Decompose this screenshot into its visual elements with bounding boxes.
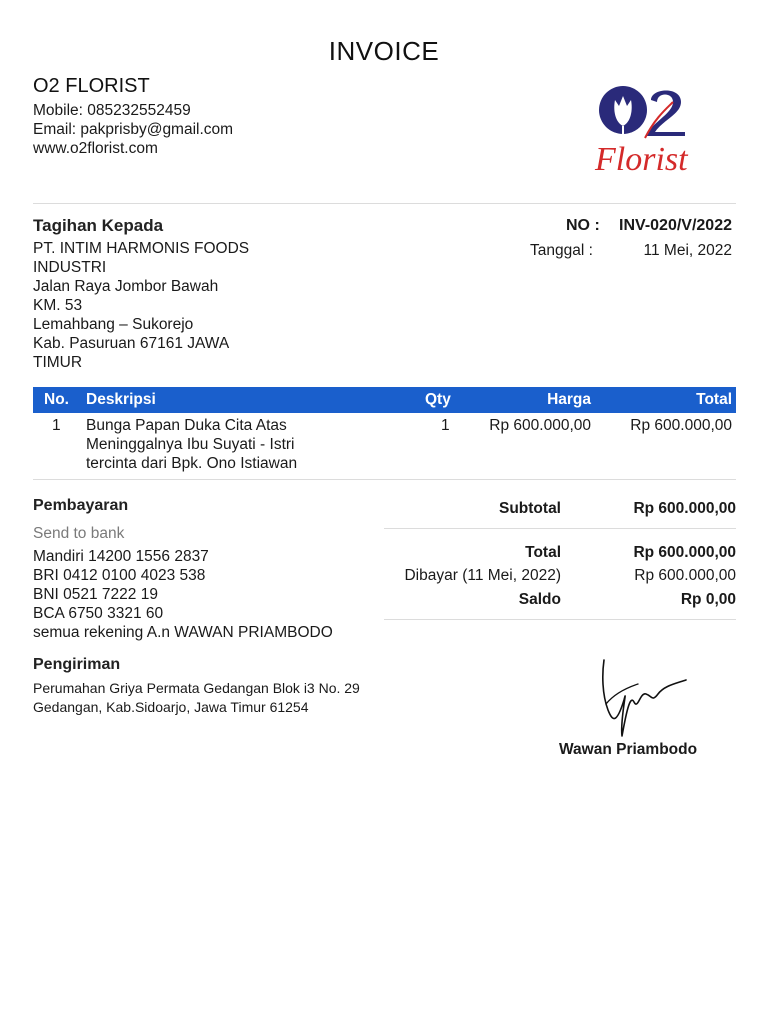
company-mobile: Mobile: 085232552459 — [33, 102, 191, 119]
bank-account-owner: semua rekening A.n WAWAN PRIAMBODO — [33, 624, 333, 641]
paid-label: Dibayar (11 Mei, 2022) — [404, 567, 561, 584]
invoice-date-label: Tanggal : — [530, 242, 593, 259]
shipping-address-line: Gedangan, Kab.Sidoarjo, Jawa Timur 61254 — [33, 699, 309, 715]
row-total: Rp 600.000,00 — [630, 417, 732, 434]
bank-account-line: Mandiri 14200 1556 2837 — [33, 548, 209, 565]
bill-to-heading: Tagihan Kepada — [33, 216, 164, 235]
balance-label: Saldo — [518, 591, 561, 608]
company-name: O2 FLORIST — [33, 75, 150, 97]
balance-value: Rp 0,00 — [680, 591, 736, 608]
divider — [384, 619, 736, 620]
bank-account-line: BNI 0521 7222 19 — [33, 586, 158, 603]
bill-to-line: TIMUR — [33, 354, 83, 371]
invoice-no-value: INV-020/V/2022 — [619, 217, 732, 234]
company-website: www.o2florist.com — [33, 140, 158, 157]
col-qty: Qty — [425, 391, 451, 408]
col-total: Total — [696, 391, 732, 408]
row-description-line: Meninggalnya Ibu Suyati - Istri — [86, 436, 295, 453]
divider — [384, 528, 736, 529]
signature-image — [590, 654, 700, 744]
items-table-header — [33, 387, 736, 413]
company-email: Email: pakprisby@gmail.com — [33, 121, 234, 138]
svg-text:Florist: Florist — [595, 141, 688, 178]
tulip-logo-icon — [585, 78, 715, 188]
invoice-date-value: 11 Mei, 2022 — [643, 242, 732, 259]
divider — [33, 203, 736, 204]
payment-heading: Pembayaran — [33, 497, 129, 514]
bill-to-line: Jalan Raya Jombor Bawah — [33, 278, 219, 295]
total-label: Total — [525, 544, 561, 561]
total-value: Rp 600.000,00 — [633, 544, 736, 561]
bill-to-line: Kab. Pasuruan 67161 JAWA — [33, 335, 230, 352]
invoice-no-label: NO : — [566, 217, 600, 234]
row-description-line: tercinta dari Bpk. Ono Istiawan — [86, 455, 298, 472]
florist-logo — [585, 78, 715, 188]
col-price: Harga — [547, 391, 591, 408]
shipping-heading: Pengiriman — [33, 656, 121, 673]
col-no: No. — [44, 391, 69, 408]
shipping-address-line: Perumahan Griya Permata Gedangan Blok i3 No. 29 — [33, 680, 360, 696]
row-no: 1 — [52, 417, 61, 434]
bill-to-line: KM. 53 — [33, 297, 83, 314]
row-description-line: Bunga Papan Duka Cita Atas — [86, 417, 287, 434]
bill-to-line: Lemahbang – Sukorejo — [33, 316, 194, 333]
bank-account-line: BRI 0412 0100 4023 538 — [33, 567, 206, 584]
subtotal-label: Subtotal — [499, 500, 561, 517]
signature-icon — [590, 654, 700, 744]
bill-to-line: INDUSTRI — [33, 259, 107, 276]
bank-account-line: BCA 6750 3321 60 — [33, 605, 164, 622]
signatory-name: Wawan Priambodo — [559, 741, 698, 758]
subtotal-value: Rp 600.000,00 — [633, 500, 736, 517]
divider — [33, 479, 736, 480]
invoice-title: INVOICE — [328, 36, 440, 66]
row-price: Rp 600.000,00 — [489, 417, 591, 434]
col-description: Deskripsi — [86, 391, 156, 408]
table-row — [33, 416, 736, 476]
row-qty: 1 — [441, 417, 450, 434]
payment-subheading: Send to bank — [33, 525, 125, 542]
bill-to-line: PT. INTIM HARMONIS FOODS — [33, 240, 250, 257]
paid-value: Rp 600.000,00 — [634, 567, 736, 584]
